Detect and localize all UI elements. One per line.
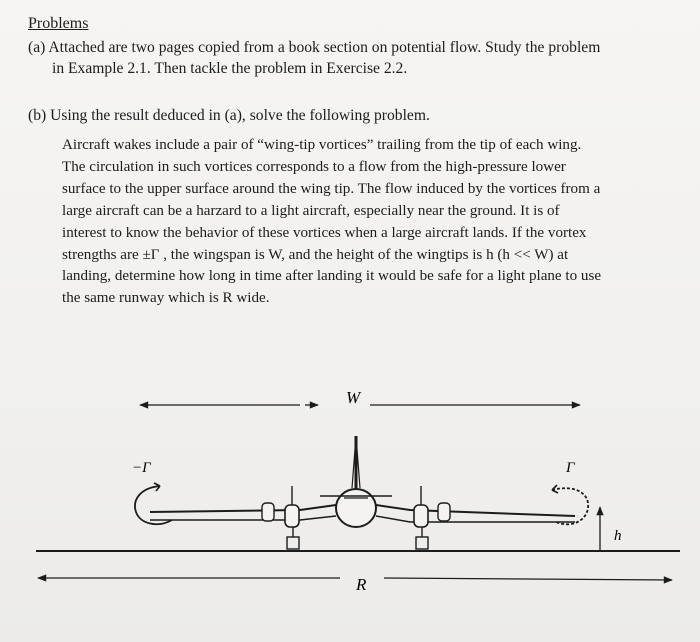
problem-line: strengths are ±Γ , the wingspan is W, and the height of the wingtips is h (h << W) at	[62, 246, 569, 263]
wingspan-dimension	[140, 388, 580, 407]
problems-heading: Problems	[28, 15, 89, 32]
problem-line: the same runway which is R wide.	[62, 290, 270, 307]
problem-line: The circulation in such vortices corresponds to a flow from the high-pressure lower	[62, 158, 566, 175]
problem-line: large aircraft can be a harzard to a light aircraft, especially near the ground. It is of	[62, 202, 560, 219]
runway-label: R	[356, 575, 367, 594]
problem-line: Aircraft wakes include a pair of “wing-tip vortices” trailing from the tip of each wing.	[62, 137, 582, 153]
runway-width-dimension	[38, 575, 672, 594]
problem-line: interest to know the behavior of these vortices when a large aircraft lands. If the vortex	[62, 224, 587, 241]
wingspan-label: W	[346, 388, 361, 407]
aircraft-vortex-diagram	[0, 370, 700, 642]
problem-line: landing, determine how long in time after landing it would be safe for a light plane to use	[62, 268, 602, 285]
right-wingtip-vortex	[552, 485, 588, 524]
part-b-problem-text	[62, 135, 672, 310]
right-vortex-label: Γ	[566, 460, 575, 476]
part-a	[28, 37, 678, 79]
problem-line: surface to the upper surface around the wing tip. The flow induced by the vortices from a	[62, 180, 601, 197]
left-vortex-label: −Γ	[132, 460, 151, 476]
left-wingtip-vortex	[135, 483, 172, 524]
part-a-line-2: in Example 2.1. Then tackle the problem in Exercise 2.2.	[52, 60, 408, 77]
height-label: h	[614, 528, 622, 544]
height-dimension	[600, 507, 622, 550]
part-b-heading: (b) Using the result deduced in (a), solve the following problem.	[28, 107, 430, 124]
part-a-line-1: (a) Attached are two pages copied from a book section on potential flow. Study the problem	[28, 39, 601, 56]
aircraft-front-view	[150, 436, 575, 549]
